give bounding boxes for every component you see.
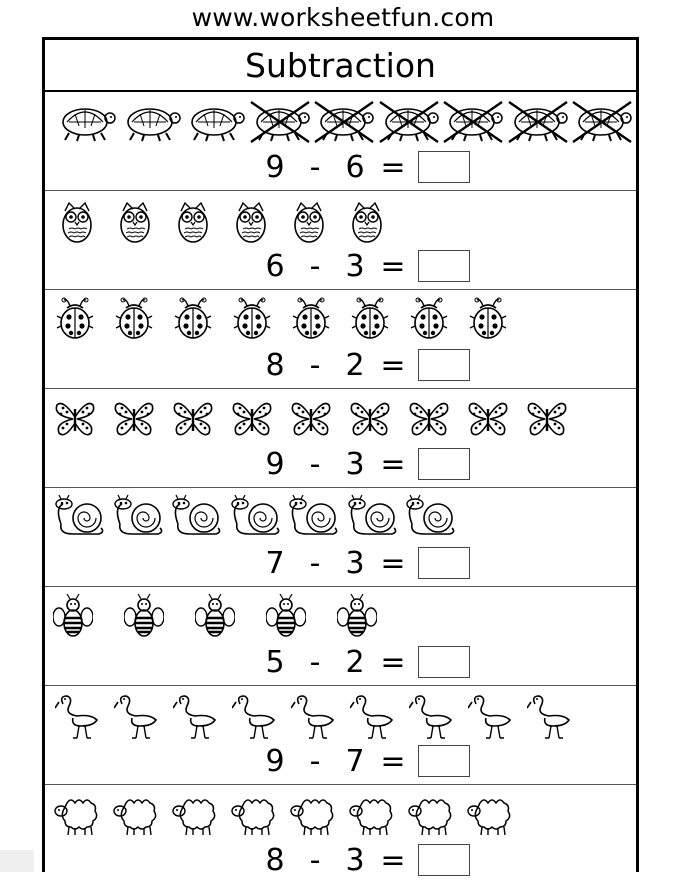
owl-icon (173, 197, 213, 249)
ladybug-icon (232, 296, 272, 348)
flamingo-icon (527, 692, 571, 744)
bee-icon (195, 593, 235, 645)
minuend: 6 (265, 248, 285, 284)
flamingo-icon (291, 692, 335, 744)
minus-sign: - (309, 842, 321, 878)
minuend: 5 (265, 644, 285, 680)
problem-row (45, 587, 636, 686)
sheep-icon (230, 791, 278, 843)
minuend: 7 (265, 545, 285, 581)
sheep-icon (112, 791, 160, 843)
ladybug-icon (409, 296, 449, 348)
owl-icon (115, 197, 155, 249)
equals-sign: = (380, 743, 406, 779)
sheep-icon (289, 791, 337, 843)
butterfly-icon (171, 395, 215, 447)
site-url: www.worksheetfun.com (191, 3, 495, 32)
bee-icon (124, 593, 164, 645)
turtle-icon (249, 98, 311, 150)
equals-sign: = (380, 446, 406, 482)
minuend: 8 (265, 842, 285, 878)
bee-icon (266, 593, 306, 645)
flamingo-icon (173, 692, 217, 744)
answer-box[interactable] (418, 646, 470, 678)
turtle-icon (55, 98, 117, 150)
snail-icon (229, 494, 283, 546)
page-corner (0, 850, 34, 872)
answer-box[interactable] (418, 448, 470, 480)
owl-icon (231, 197, 271, 249)
bee-icon (337, 593, 377, 645)
problem-row (45, 785, 636, 883)
equation (260, 545, 470, 581)
butterfly-icon (348, 395, 392, 447)
problem-row (45, 686, 636, 785)
sheep-icon (466, 791, 514, 843)
flamingo-icon (232, 692, 276, 744)
equals-sign: = (380, 347, 406, 383)
sheep-icon (407, 791, 455, 843)
equals-sign: = (380, 149, 406, 185)
snail-icon (404, 494, 458, 546)
answer-box[interactable] (418, 151, 470, 183)
worksheet-title: Subtraction (45, 40, 636, 92)
butterfly-icon (407, 395, 451, 447)
ladybug-icon (291, 296, 331, 348)
turtle-icon (120, 98, 182, 150)
ladybug-icon (173, 296, 213, 348)
answer-box[interactable] (418, 745, 470, 777)
subtrahend: 3 (345, 446, 365, 482)
butterfly-icon (525, 395, 569, 447)
owl-icon (289, 197, 329, 249)
minus-sign: - (309, 545, 321, 581)
equation (260, 347, 470, 383)
worksheet (42, 37, 639, 878)
ladybug-icon (114, 296, 154, 348)
equals-sign: = (380, 644, 406, 680)
subtrahend: 2 (345, 347, 365, 383)
problem-row (45, 92, 636, 191)
snail-icon (112, 494, 166, 546)
sheep-icon (171, 791, 219, 843)
turtle-icon (507, 98, 569, 150)
ladybug-icon (350, 296, 390, 348)
equation (260, 842, 470, 878)
equation (260, 743, 470, 779)
ladybug-icon (468, 296, 508, 348)
turtle-icon (313, 98, 375, 150)
sheep-icon (348, 791, 396, 843)
minus-sign: - (309, 743, 321, 779)
problem-row (45, 488, 636, 587)
butterfly-icon (289, 395, 333, 447)
answer-box[interactable] (418, 349, 470, 381)
problem-row (45, 389, 636, 488)
turtle-icon (571, 98, 633, 150)
snail-icon (170, 494, 224, 546)
equation (260, 248, 470, 284)
equation (260, 446, 470, 482)
subtrahend: 3 (345, 248, 365, 284)
answer-box[interactable] (418, 844, 470, 876)
flamingo-icon (409, 692, 453, 744)
problem-row (45, 191, 636, 290)
owl-icon (57, 197, 97, 249)
bee-icon (53, 593, 93, 645)
butterfly-icon (112, 395, 156, 447)
flamingo-icon (114, 692, 158, 744)
butterfly-icon (53, 395, 97, 447)
equation (260, 644, 470, 680)
flamingo-icon (468, 692, 512, 744)
snail-icon (287, 494, 341, 546)
minuend: 9 (265, 743, 285, 779)
answer-box[interactable] (418, 547, 470, 579)
subtrahend: 2 (345, 644, 365, 680)
subtrahend: 6 (345, 149, 365, 185)
equation (260, 149, 470, 185)
subtrahend: 3 (345, 545, 365, 581)
minus-sign: - (309, 248, 321, 284)
minus-sign: - (309, 644, 321, 680)
equals-sign: = (380, 545, 406, 581)
problem-row (45, 290, 636, 389)
minuend: 9 (265, 149, 285, 185)
snail-icon (53, 494, 107, 546)
minus-sign: - (309, 347, 321, 383)
subtrahend: 7 (345, 743, 365, 779)
minus-sign: - (309, 149, 321, 185)
flamingo-icon (55, 692, 99, 744)
butterfly-icon (466, 395, 510, 447)
butterfly-icon (230, 395, 274, 447)
snail-icon (346, 494, 400, 546)
ladybug-icon (55, 296, 95, 348)
owl-icon (347, 197, 387, 249)
minuend: 9 (265, 446, 285, 482)
minus-sign: - (309, 446, 321, 482)
turtle-icon (378, 98, 440, 150)
minuend: 8 (265, 347, 285, 383)
equals-sign: = (380, 248, 406, 284)
turtle-icon (184, 98, 246, 150)
answer-box[interactable] (418, 250, 470, 282)
equals-sign: = (380, 842, 406, 878)
turtle-icon (442, 98, 504, 150)
flamingo-icon (350, 692, 394, 744)
sheep-icon (53, 791, 101, 843)
subtrahend: 3 (345, 842, 365, 878)
